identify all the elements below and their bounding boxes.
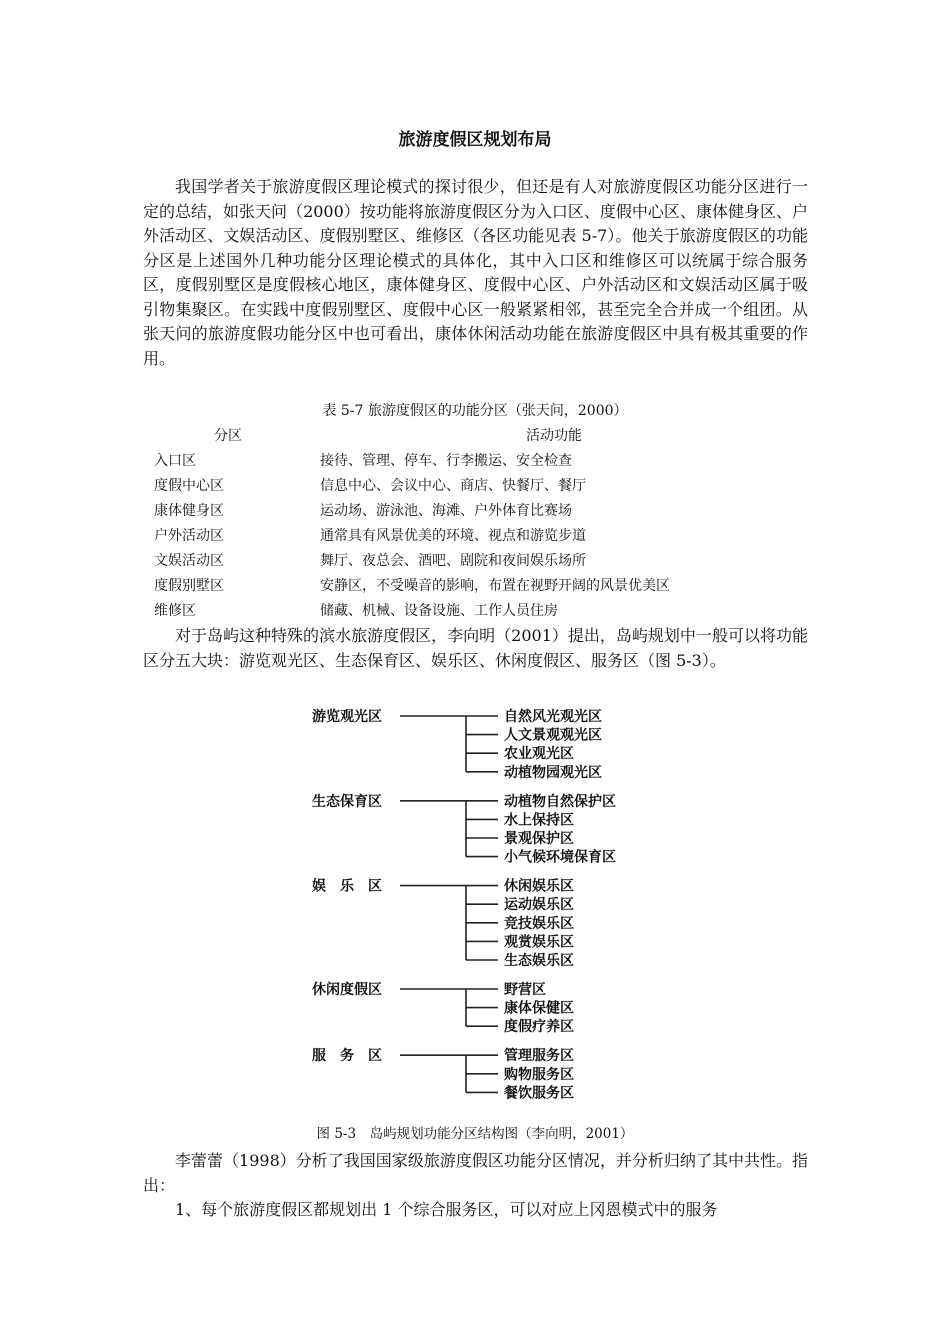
table-cell-function: 通常具有风景优美的环境、视点和游览步道	[320, 528, 586, 544]
subzone-label: 动植物园观光区	[504, 764, 602, 781]
figure-caption: 图 5-3 岛屿规划功能分区结构图（李向明，2001）	[316, 1126, 634, 1142]
table-row	[150, 524, 810, 549]
subzone-label: 购物服务区	[504, 1066, 574, 1083]
subzone-label: 康体保健区	[504, 1000, 574, 1017]
table-caption: 表 5-7 旅游度假区的功能分区（张天问，2000）	[322, 403, 628, 419]
document-title: 旅游度假区规划布局	[398, 130, 552, 150]
table-row	[150, 499, 810, 524]
table-cell-function: 接待、管理、停车、行李搬运、安全检查	[320, 453, 572, 469]
subzone-label: 管理服务区	[504, 1048, 574, 1065]
table-cell-function: 舞厅、夜总会、酒吧、剧院和夜间娱乐场所	[320, 553, 586, 569]
table-row	[150, 549, 810, 574]
zone-label: 休闲度假区	[312, 982, 382, 998]
subzone-label: 竞技娱乐区	[504, 915, 574, 932]
table-header-row	[150, 424, 810, 449]
zone-label: 娱 乐 区	[312, 878, 382, 895]
table-cell-zone: 度假别墅区	[154, 578, 224, 594]
subzone-label: 景观保护区	[504, 831, 574, 847]
subzone-label: 野营区	[504, 982, 546, 998]
table-cell-zone: 入口区	[154, 453, 196, 469]
subzone-label: 运动娱乐区	[504, 897, 574, 914]
table-cell-function: 运动场、游泳池、海滩、户外体育比赛场	[320, 503, 572, 519]
paragraph-summary: 李蕾蕾（1998）分析了我国国家级旅游度假区功能分区情况，并分析归纳了其中共性。指出：	[143, 1151, 808, 1195]
table-cell-function: 储藏、机械、设备设施、工作人员住房	[320, 603, 558, 619]
subzone-label: 水上保持区	[504, 812, 574, 829]
table-header-function: 活动功能	[526, 428, 582, 444]
table-header-zone: 分区	[214, 428, 242, 444]
island-zoning-figure	[290, 696, 660, 1116]
table-row	[150, 599, 810, 624]
table-cell-function: 信息中心、会议中心、商店、快餐厅、餐厅	[320, 478, 586, 494]
table-row	[150, 449, 810, 474]
subzone-label: 小气候环境保育区	[504, 849, 616, 866]
table-cell-zone: 康体健身区	[154, 503, 224, 519]
subzone-label: 餐饮服务区	[504, 1085, 574, 1102]
table-row	[150, 474, 810, 499]
zoning-tree-diagram	[290, 696, 660, 1116]
paragraph-island: 对于岛屿这种特殊的滨水旅游度假区，李向明（2001）提出，岛屿规划中一般可以将功能区分五大块：游览观光区、生态保育区、娱乐区、休闲度假区、服务区（图 5-3）。	[143, 626, 808, 670]
zone-label: 游览观光区	[312, 709, 382, 725]
zone-label: 生态保育区	[312, 793, 382, 810]
table-row	[150, 574, 810, 599]
subzone-label: 观赏娱乐区	[504, 934, 574, 951]
subzone-label: 休闲娱乐区	[504, 878, 574, 895]
table-cell-zone: 维修区	[154, 603, 196, 619]
table-cell-zone: 度假中心区	[154, 478, 224, 494]
subzone-label: 自然风光观光区	[504, 709, 602, 725]
table-cell-zone: 户外活动区	[154, 528, 224, 544]
table-cell-function: 安静区，不受噪音的影响，布置在视野开阔的风景优美区	[320, 578, 670, 594]
subzone-label: 生态娱乐区	[504, 953, 574, 969]
zone-label: 服 务 区	[312, 1048, 382, 1065]
table-cell-zone: 文娱活动区	[154, 553, 224, 569]
subzone-label: 度假疗养区	[504, 1019, 574, 1036]
paragraph-intro: 我国学者关于旅游度假区理论模式的探讨很少，但还是有人对旅游度假区功能分区进行一定的总结，如张天问（2000）按功能将旅游度假区分为入口区、度假中心区、康体健身区、户外活动区、文娱活动区、度假别墅区、维修区（各区功能见表 5-7）。他关于旅游度假区的功能分区是上述国外几种功能分区理论模式的具体化，其中入口区和维修区可以统属于综合服务区，度假别墅区是度假核心地区，康体健身区、度假中心区、户外活动区和文娱活动区属于吸引物集聚区。在实践中度假别墅区、度假中心区一般紧紧相邻，甚至完全合并成一个组团。从张天问的旅游度假功能分区中也可看出，康体休闲活动功能在旅游度假区中具有极其重要的作用。	[143, 177, 808, 368]
subzone-label: 动植物自然保护区	[504, 793, 616, 810]
subzone-label: 农业观光区	[504, 746, 574, 763]
paragraph-point-1: 1、每个旅游度假区都规划出 1 个综合服务区，可以对应上冈恩模式中的服务	[175, 1200, 718, 1219]
subzone-label: 人文景观观光区	[504, 727, 602, 744]
